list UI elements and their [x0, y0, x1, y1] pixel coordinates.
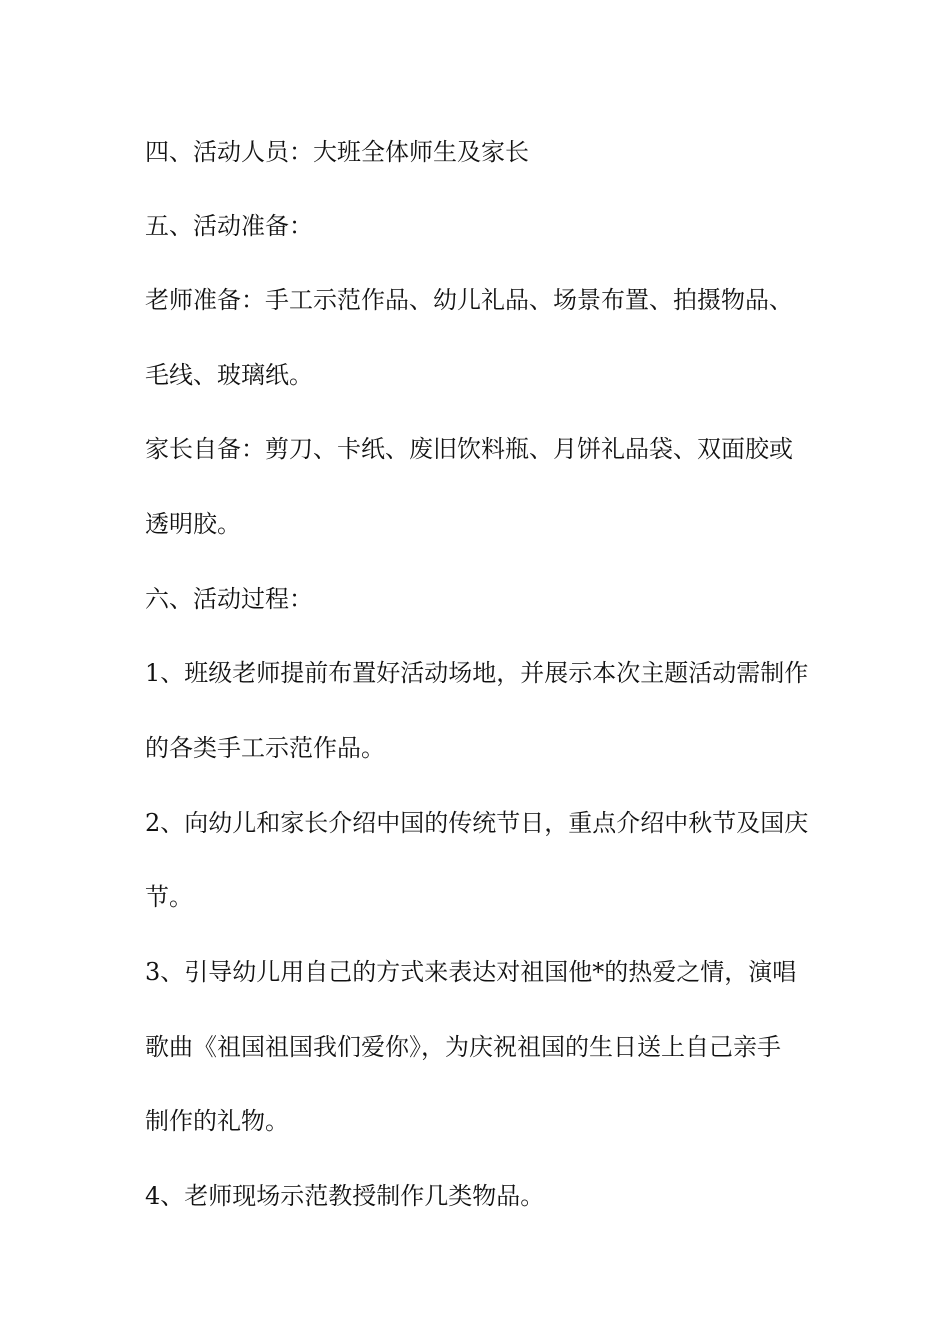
step-1-line-2: 的各类手工示范作品。 — [145, 734, 385, 762]
step-3-line-2: 歌曲《祖国祖国我们爱你》，为庆祝祖国的生日送上自己亲手 — [145, 1033, 781, 1061]
step-2-line-1: 2、向幼儿和家长介绍中国的传统节日，重点介绍中秋节及国庆 — [145, 809, 809, 837]
parent-prep-line-2: 透明胶。 — [145, 510, 241, 538]
step-3-line-3: 制作的礼物。 — [145, 1107, 289, 1135]
step-2-line-2: 节。 — [145, 883, 193, 911]
step-3-line-1: 3、引导幼儿用自己的方式来表达对祖国他*的热爱之情，演唱 — [145, 958, 797, 986]
parent-prep-line-1: 家长自备：剪刀、卡纸、废旧饮料瓶、月饼礼品袋、双面胶或 — [145, 435, 793, 463]
teacher-prep-line-1: 老师准备：手工示范作品、幼儿礼品、场景布置、拍摄物品、 — [145, 286, 793, 314]
section-4-participants: 四、活动人员：大班全体师生及家长 — [145, 138, 529, 166]
step-4-line-1: 4、老师现场示范教授制作几类物品。 — [145, 1182, 545, 1210]
section-5-heading: 五、活动准备： — [145, 212, 313, 240]
teacher-prep-line-2: 毛线、玻璃纸。 — [145, 361, 313, 389]
step-1-line-1: 1、班级老师提前布置好活动场地，并展示本次主题活动需制作 — [145, 659, 809, 687]
section-6-heading: 六、活动过程： — [145, 585, 313, 613]
